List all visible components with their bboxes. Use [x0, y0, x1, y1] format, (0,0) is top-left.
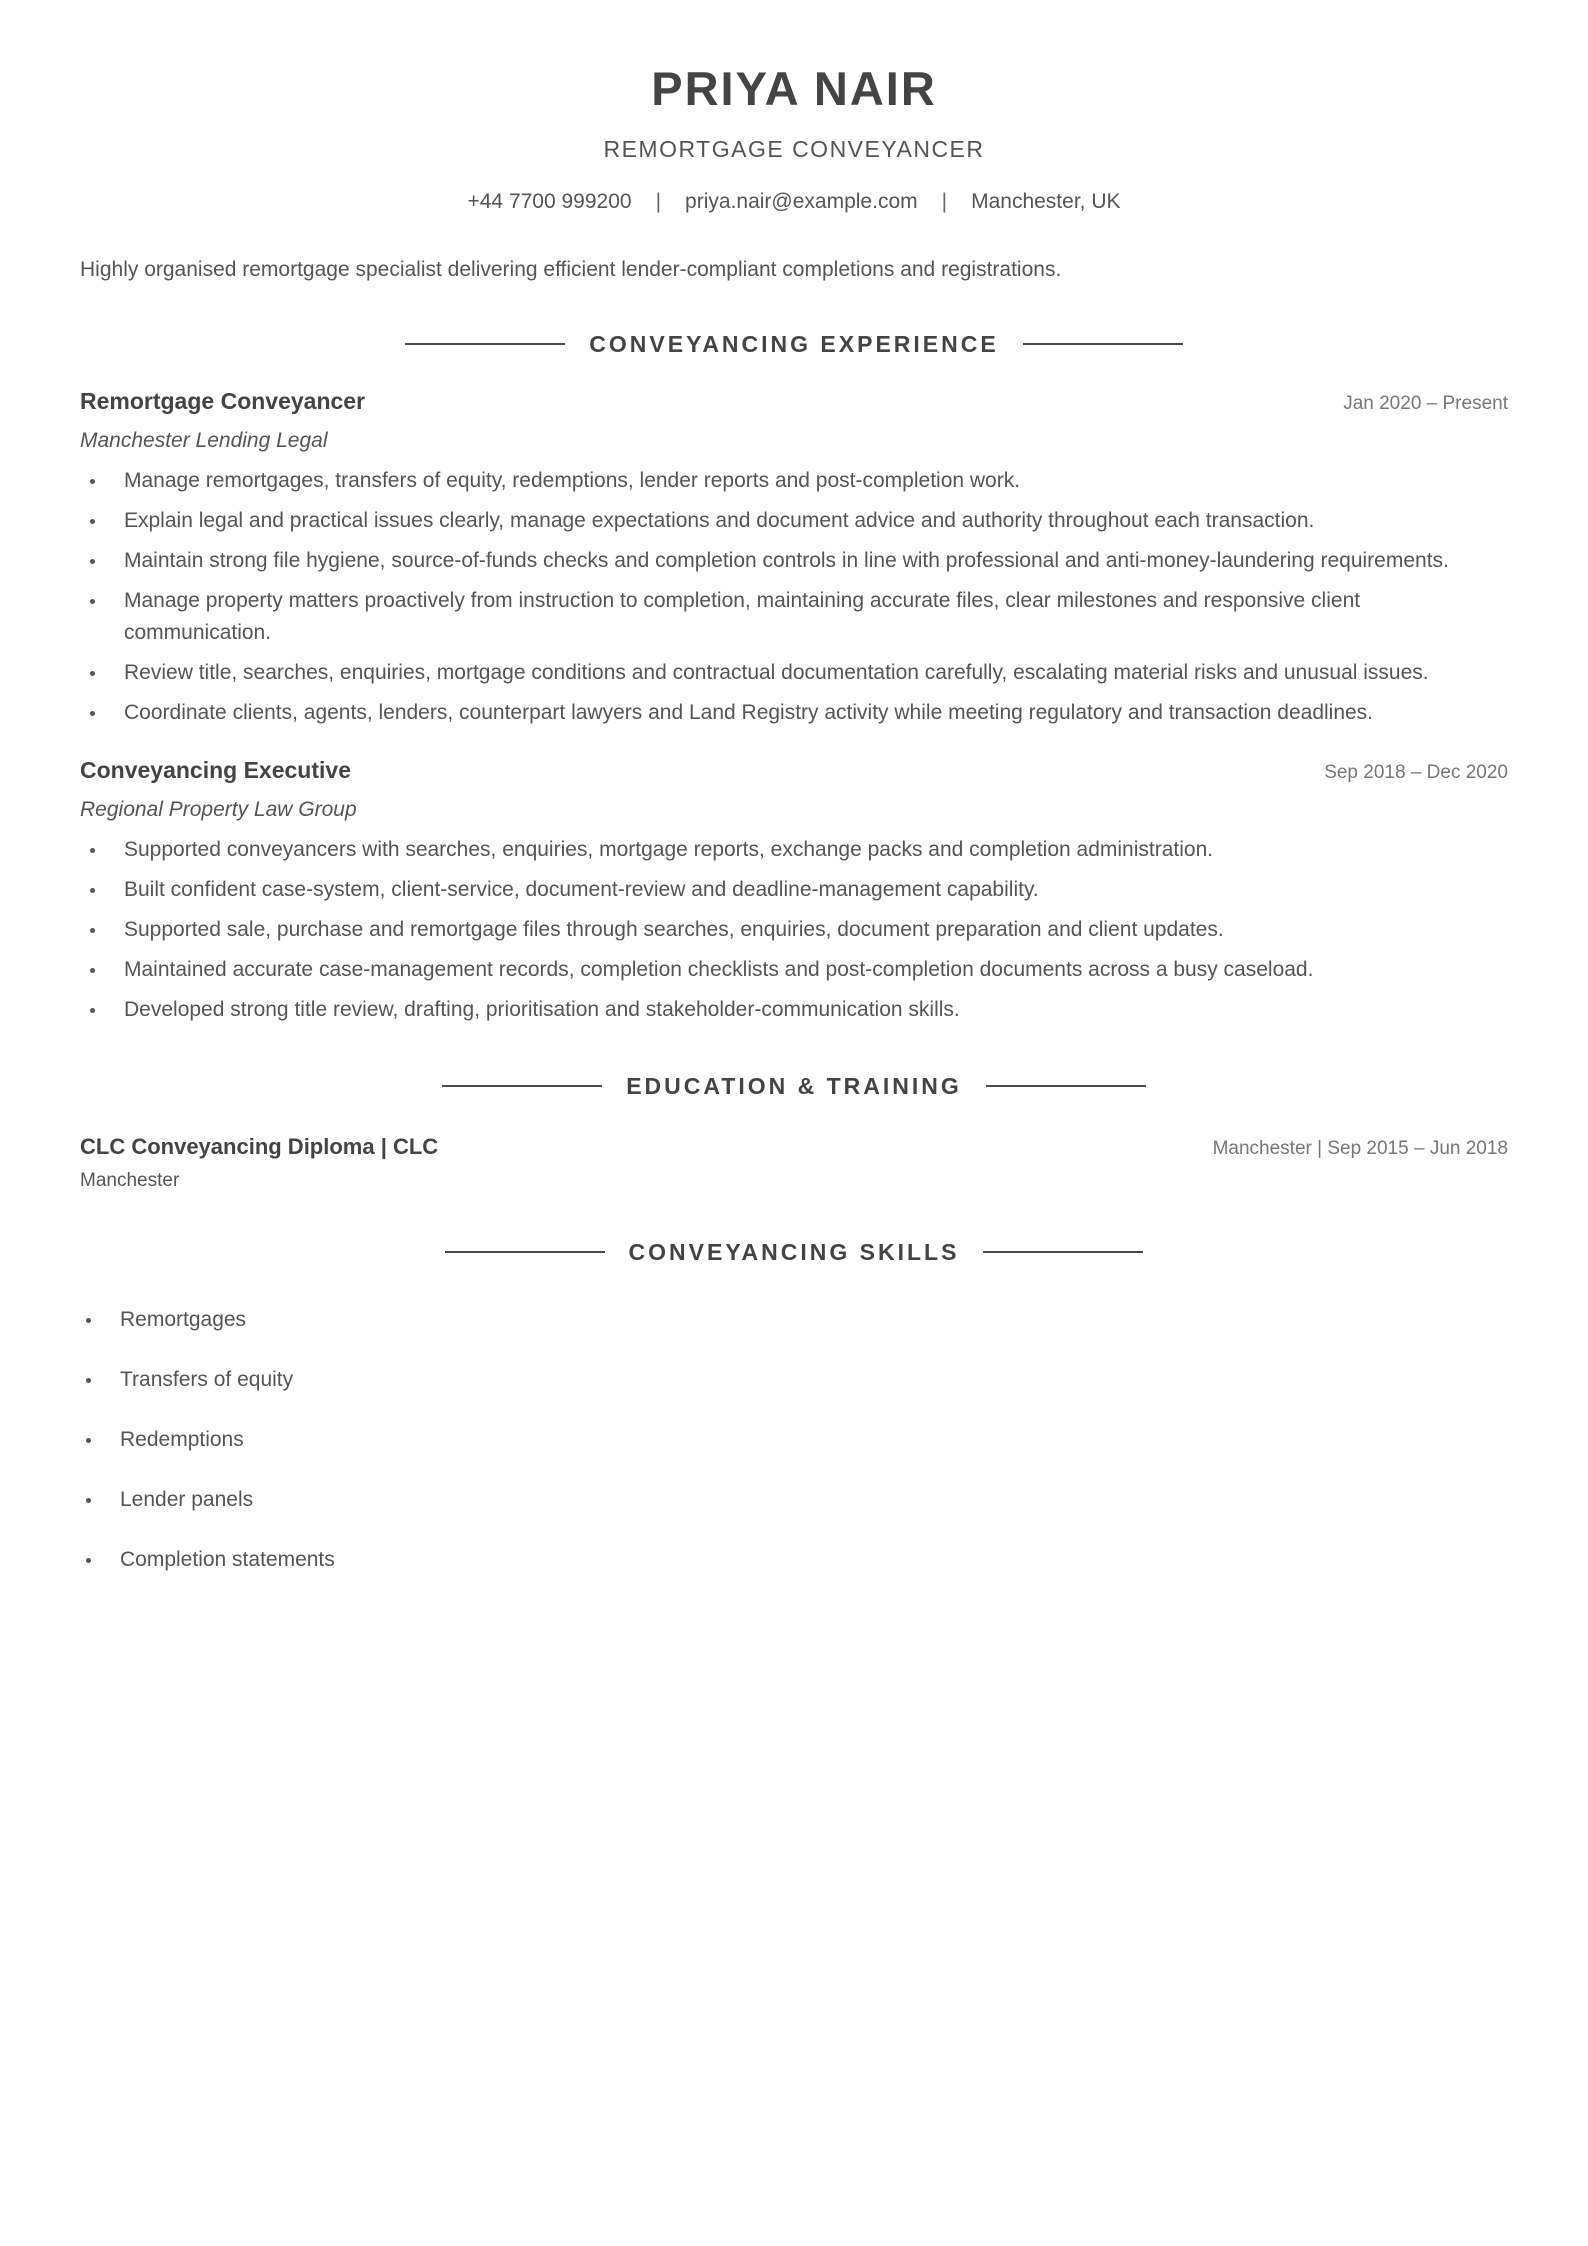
section-title: EDUCATION & TRAINING: [626, 1072, 962, 1099]
bullet-icon: [86, 1378, 91, 1383]
job-bullets: [80, 834, 1508, 1026]
email-address: priya.nair@example.com: [685, 190, 918, 213]
job-entry: [80, 388, 1508, 729]
bullet-text: Review title, searches, enquiries, mortgage conditions and contractual documentation carefully, escalating material risks and unusual issues.: [124, 661, 1429, 684]
job-company: Manchester Lending Legal: [80, 429, 328, 452]
bullet-item: [80, 465, 1508, 497]
bullet-icon: [90, 519, 95, 524]
skill-item: [80, 1426, 1508, 1454]
bullet-text: Manage remortgages, transfers of equity, redemptions, lender reports and post-completion work.: [124, 469, 1021, 492]
job-entry: [80, 757, 1508, 1026]
education-location: Manchester: [80, 1170, 180, 1191]
section-title: CONVEYANCING SKILLS: [628, 1238, 960, 1265]
contact-separator: |: [655, 190, 662, 213]
skill-text: Remortgages: [120, 1308, 247, 1331]
skill-text: Transfers of equity: [120, 1368, 294, 1391]
section-title: CONVEYANCING EXPERIENCE: [589, 330, 999, 357]
section-heading-education: [80, 1072, 1508, 1100]
location: Manchester, UK: [971, 190, 1121, 213]
bullet-icon: [90, 888, 95, 893]
bullet-item: [80, 545, 1508, 577]
heading-rule-right: [986, 1085, 1146, 1087]
bullet-item: [80, 994, 1508, 1026]
bullet-icon: [90, 968, 95, 973]
education-title: CLC Conveyancing Diploma | CLC: [80, 1134, 439, 1159]
skill-item: [80, 1366, 1508, 1394]
section-heading-skills: [80, 1238, 1508, 1266]
bullet-item: [80, 505, 1508, 537]
bullet-item: [80, 834, 1508, 866]
bullet-icon: [86, 1558, 91, 1563]
bullet-text: Coordinate clients, agents, lenders, counterpart lawyers and Land Registry activity while meeting regulatory and transaction deadlines.: [124, 701, 1374, 724]
education-header: [80, 1134, 1508, 1160]
bullet-item: [80, 874, 1508, 906]
bullet-text: Maintain strong file hygiene, source-of-funds checks and completion controls in line with professional and anti-money-laundering requirements.: [124, 549, 1449, 572]
heading-rule-right: [983, 1251, 1143, 1253]
bullet-item: [80, 914, 1508, 946]
resume-header: [80, 0, 1508, 216]
section-heading-experience: [80, 330, 1508, 358]
job-header: [80, 388, 1508, 415]
bullet-item: [80, 657, 1508, 689]
job-bullets: [80, 465, 1508, 729]
bullet-icon: [86, 1498, 91, 1503]
bullet-icon: [90, 928, 95, 933]
bullet-text: Supported conveyancers with searches, enquiries, mortgage reports, exchange packs and completion administration.: [124, 838, 1214, 861]
skill-item: [80, 1306, 1508, 1334]
contact-line: [80, 188, 1508, 216]
bullet-icon: [86, 1318, 91, 1323]
education-meta: Manchester | Sep 2015 – Jun 2018: [1212, 1138, 1508, 1159]
heading-rule-left: [405, 343, 565, 345]
skill-text: Lender panels: [120, 1488, 254, 1511]
bullet-icon: [90, 599, 95, 604]
bullet-text: Explain legal and practical issues clearly, manage expectations and document advice and authority throughout each transaction.: [124, 509, 1315, 532]
skill-text: Redemptions: [120, 1428, 244, 1451]
bullet-icon: [90, 711, 95, 716]
bullet-text: Manage property matters proactively from instruction to completion, maintaining accurate files, clear milestones and responsive client communication.: [124, 589, 1361, 644]
bullet-icon: [86, 1438, 91, 1443]
bullet-icon: [90, 848, 95, 853]
heading-rule-left: [445, 1251, 605, 1253]
bullet-icon: [90, 559, 95, 564]
professional-summary: Highly organised remortgage specialist delivering efficient lender-compliant completions and registrations.: [80, 258, 1062, 281]
bullet-text: Maintained accurate case-management records, completion checklists and post-completion documents across a busy caseload.: [124, 958, 1314, 981]
bullet-icon: [90, 1008, 95, 1013]
phone-number: +44 7700 999200: [467, 190, 632, 213]
heading-rule-left: [442, 1085, 602, 1087]
job-header: [80, 757, 1508, 784]
bullet-item: [80, 954, 1508, 986]
candidate-name: PRIYA NAIR: [651, 62, 937, 115]
contact-separator: |: [941, 190, 948, 213]
skill-item: [80, 1546, 1508, 1574]
bullet-text: Built confident case-system, client-service, document-review and deadline-management capability.: [124, 878, 1039, 901]
bullet-text: Developed strong title review, drafting, prioritisation and stakeholder-communication skills.: [124, 998, 960, 1021]
bullet-text: Supported sale, purchase and remortgage files through searches, enquiries, document preparation and client updates.: [124, 918, 1224, 941]
skill-item: [80, 1486, 1508, 1514]
education-entry: [80, 1134, 1508, 1192]
job-company: Regional Property Law Group: [80, 798, 357, 821]
bullet-item: [80, 585, 1508, 649]
job-dates: Jan 2020 – Present: [1343, 393, 1508, 414]
bullet-item: [80, 697, 1508, 729]
job-title: Conveyancing Executive: [80, 757, 351, 783]
skill-text: Completion statements: [120, 1548, 335, 1571]
job-dates: Sep 2018 – Dec 2020: [1324, 762, 1508, 783]
heading-rule-right: [1023, 343, 1183, 345]
candidate-role: REMORTGAGE CONVEYANCER: [603, 136, 985, 162]
skills-list: [80, 1306, 1508, 1574]
bullet-icon: [90, 671, 95, 676]
bullet-icon: [90, 479, 95, 484]
job-title: Remortgage Conveyancer: [80, 388, 366, 414]
